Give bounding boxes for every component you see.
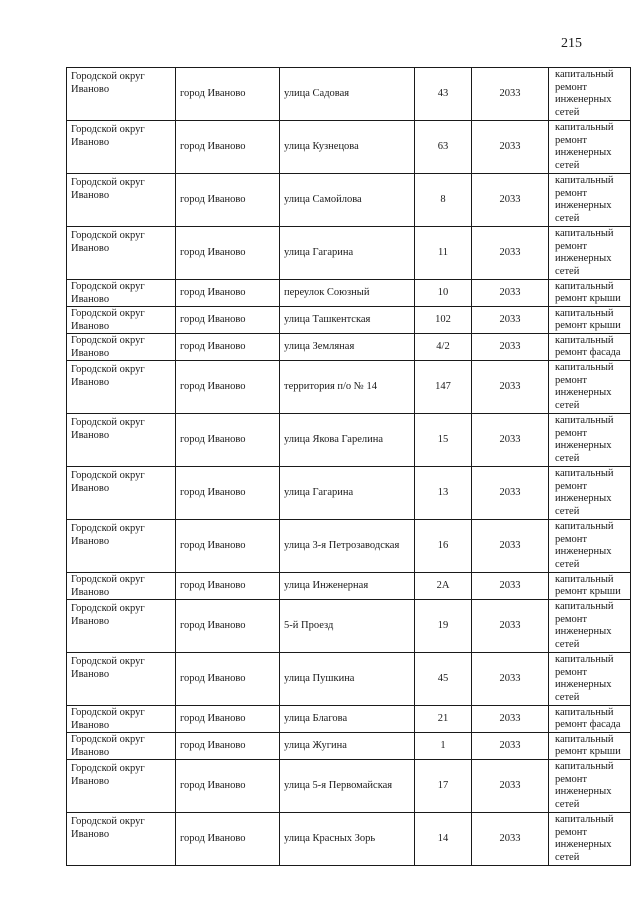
city-cell: город Иваново — [176, 414, 280, 467]
year-cell: 2033 — [472, 68, 549, 121]
district-cell: Городской округ Иваново — [67, 467, 176, 520]
district-cell: Городской округ Иваново — [67, 414, 176, 467]
table-row — [67, 361, 631, 414]
year-cell: 2033 — [472, 706, 549, 733]
city-cell: город Иваново — [176, 68, 280, 121]
work-type-cell: капитальный ремонт инженерных сетей — [549, 467, 631, 520]
district-cell: Городской округ Иваново — [67, 573, 176, 600]
district-cell: Городской округ Иваново — [67, 227, 176, 280]
work-type-cell: капитальный ремонт крыши — [549, 307, 631, 334]
district-cell: Городской округ Иваново — [67, 174, 176, 227]
year-cell: 2033 — [472, 280, 549, 307]
work-type-cell: капитальный ремонт крыши — [549, 733, 631, 760]
street-cell: улица 3-я Петрозаводская — [280, 520, 415, 573]
city-cell: город Иваново — [176, 227, 280, 280]
house-number-cell: 14 — [415, 813, 472, 866]
street-cell: улица Гагарина — [280, 227, 415, 280]
city-cell: город Иваново — [176, 334, 280, 361]
year-cell: 2033 — [472, 733, 549, 760]
house-number-cell: 15 — [415, 414, 472, 467]
city-cell: город Иваново — [176, 307, 280, 334]
district-cell: Городской округ Иваново — [67, 653, 176, 706]
work-type-cell: капитальный ремонт крыши — [549, 573, 631, 600]
year-cell: 2033 — [472, 361, 549, 414]
table-row — [67, 174, 631, 227]
house-number-cell: 13 — [415, 467, 472, 520]
work-type-cell: капитальный ремонт инженерных сетей — [549, 361, 631, 414]
district-cell: Городской округ Иваново — [67, 68, 176, 121]
district-cell: Городской округ Иваново — [67, 361, 176, 414]
house-number-cell: 2А — [415, 573, 472, 600]
year-cell: 2033 — [472, 600, 549, 653]
table-row — [67, 600, 631, 653]
work-type-cell: капитальный ремонт инженерных сетей — [549, 68, 631, 121]
house-number-cell: 43 — [415, 68, 472, 121]
district-cell: Городской округ Иваново — [67, 307, 176, 334]
work-type-cell: капитальный ремонт инженерных сетей — [549, 174, 631, 227]
city-cell: город Иваново — [176, 573, 280, 600]
city-cell: город Иваново — [176, 174, 280, 227]
work-type-cell: капитальный ремонт инженерных сетей — [549, 414, 631, 467]
district-cell: Городской округ Иваново — [67, 760, 176, 813]
house-number-cell: 63 — [415, 121, 472, 174]
house-number-cell: 19 — [415, 600, 472, 653]
street-cell: улица Самойлова — [280, 174, 415, 227]
work-type-cell: капитальный ремонт фасада — [549, 706, 631, 733]
street-cell: улица Садовая — [280, 68, 415, 121]
district-cell: Городской округ Иваново — [67, 121, 176, 174]
street-cell: улица Благова — [280, 706, 415, 733]
table-row — [67, 706, 631, 733]
table-row — [67, 414, 631, 467]
year-cell: 2033 — [472, 334, 549, 361]
street-cell: улица Ташкентская — [280, 307, 415, 334]
work-type-cell: капитальный ремонт инженерных сетей — [549, 653, 631, 706]
street-cell: переулок Союзный — [280, 280, 415, 307]
table-row — [67, 760, 631, 813]
table-row — [67, 520, 631, 573]
work-type-cell: капитальный ремонт инженерных сетей — [549, 813, 631, 866]
street-cell: улица Красных Зорь — [280, 813, 415, 866]
city-cell: город Иваново — [176, 600, 280, 653]
work-type-cell: капитальный ремонт крыши — [549, 280, 631, 307]
work-type-cell: капитальный ремонт инженерных сетей — [549, 760, 631, 813]
city-cell: город Иваново — [176, 760, 280, 813]
house-number-cell: 17 — [415, 760, 472, 813]
city-cell: город Иваново — [176, 706, 280, 733]
district-cell: Городской округ Иваново — [67, 706, 176, 733]
district-cell: Городской округ Иваново — [67, 813, 176, 866]
page-number: 215 — [561, 36, 582, 51]
table-row — [67, 334, 631, 361]
house-number-cell: 10 — [415, 280, 472, 307]
year-cell: 2033 — [472, 227, 549, 280]
street-cell: 5-й Проезд — [280, 600, 415, 653]
city-cell: город Иваново — [176, 813, 280, 866]
table-row — [67, 68, 631, 121]
district-cell: Городской округ Иваново — [67, 334, 176, 361]
city-cell: город Иваново — [176, 653, 280, 706]
house-number-cell: 16 — [415, 520, 472, 573]
city-cell: город Иваново — [176, 361, 280, 414]
table-row — [67, 653, 631, 706]
district-cell: Городской округ Иваново — [67, 520, 176, 573]
street-cell: улица Пушкина — [280, 653, 415, 706]
table-row — [67, 573, 631, 600]
year-cell: 2033 — [472, 121, 549, 174]
city-cell: город Иваново — [176, 520, 280, 573]
year-cell: 2033 — [472, 307, 549, 334]
table-row — [67, 280, 631, 307]
city-cell: город Иваново — [176, 121, 280, 174]
work-type-cell: капитальный ремонт фасада — [549, 334, 631, 361]
work-type-cell: капитальный ремонт инженерных сетей — [549, 600, 631, 653]
table-row — [67, 467, 631, 520]
street-cell: улица Жугина — [280, 733, 415, 760]
table-row — [67, 227, 631, 280]
street-cell: улица Гагарина — [280, 467, 415, 520]
year-cell: 2033 — [472, 520, 549, 573]
year-cell: 2033 — [472, 414, 549, 467]
district-cell: Городской округ Иваново — [67, 280, 176, 307]
table-row — [67, 733, 631, 760]
street-cell: улица Кузнецова — [280, 121, 415, 174]
house-number-cell: 102 — [415, 307, 472, 334]
street-cell: улица Якова Гарелина — [280, 414, 415, 467]
city-cell: город Иваново — [176, 733, 280, 760]
work-type-cell: капитальный ремонт инженерных сетей — [549, 227, 631, 280]
year-cell: 2033 — [472, 467, 549, 520]
street-cell: территория п/о № 14 — [280, 361, 415, 414]
year-cell: 2033 — [472, 653, 549, 706]
city-cell: город Иваново — [176, 467, 280, 520]
district-cell: Городской округ Иваново — [67, 733, 176, 760]
city-cell: город Иваново — [176, 280, 280, 307]
house-number-cell: 4/2 — [415, 334, 472, 361]
year-cell: 2033 — [472, 174, 549, 227]
table-row — [67, 307, 631, 334]
house-number-cell: 1 — [415, 733, 472, 760]
table-row — [67, 121, 631, 174]
house-number-cell: 8 — [415, 174, 472, 227]
year-cell: 2033 — [472, 573, 549, 600]
house-number-cell: 45 — [415, 653, 472, 706]
street-cell: улица Инженерная — [280, 573, 415, 600]
work-type-cell: капитальный ремонт инженерных сетей — [549, 121, 631, 174]
house-number-cell: 11 — [415, 227, 472, 280]
street-cell: улица 5-я Первомайская — [280, 760, 415, 813]
table-row — [67, 813, 631, 866]
house-number-cell: 21 — [415, 706, 472, 733]
year-cell: 2033 — [472, 760, 549, 813]
street-cell: улица Земляная — [280, 334, 415, 361]
year-cell: 2033 — [472, 813, 549, 866]
district-cell: Городской округ Иваново — [67, 600, 176, 653]
register-table — [66, 67, 631, 866]
house-number-cell: 147 — [415, 361, 472, 414]
work-type-cell: капитальный ремонт инженерных сетей — [549, 520, 631, 573]
